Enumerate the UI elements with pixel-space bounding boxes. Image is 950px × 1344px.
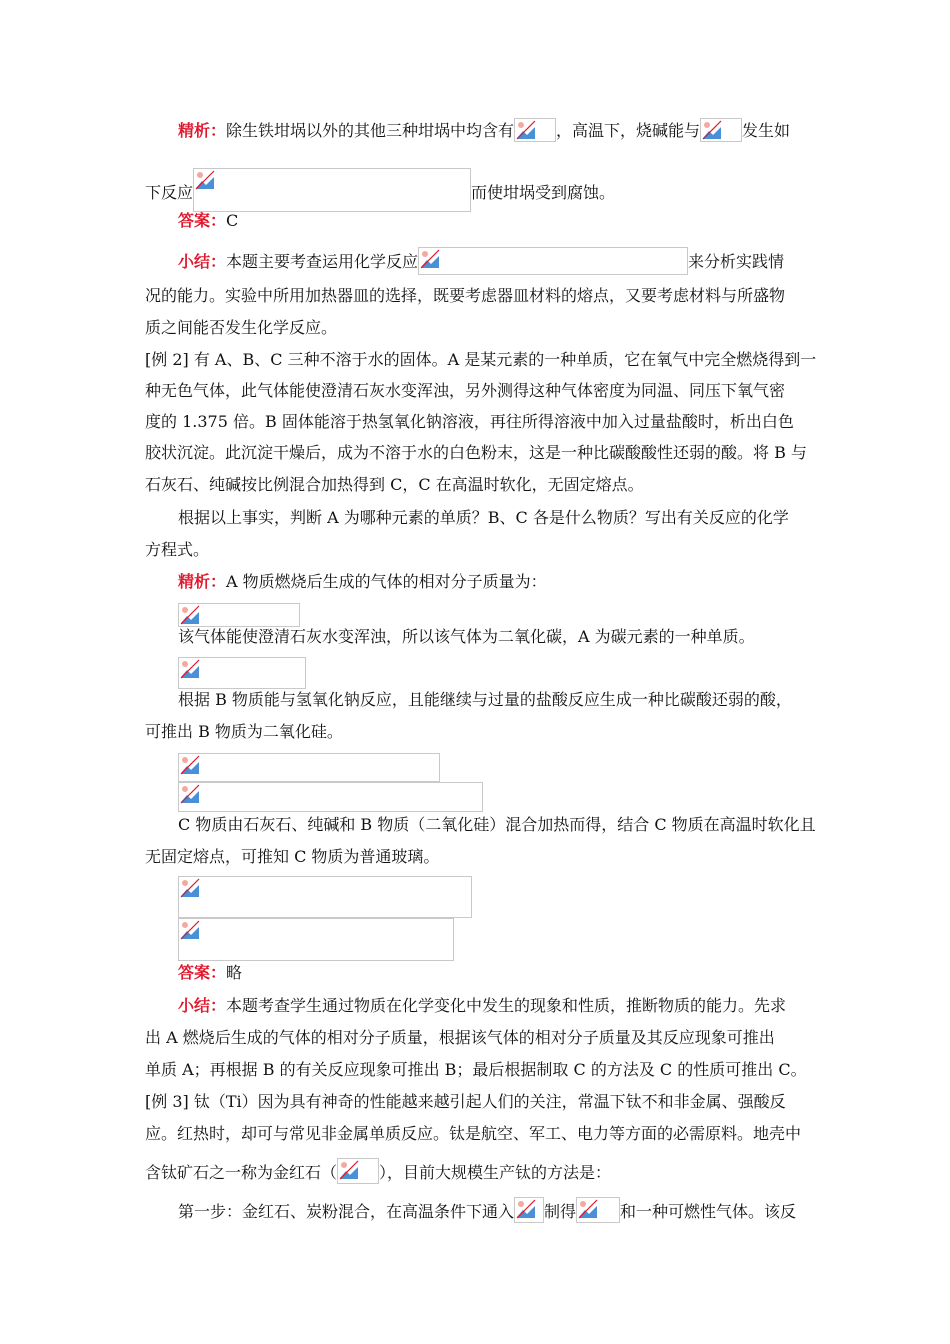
summary-line-2: 况的能力。实验中所用加热器皿的选择，既要考虑器皿材料的熔点，又要考虑材料与所盛物	[145, 286, 786, 305]
example2-line-3: 度的 1.375 倍。B 固体能溶于热氢氧化钠溶液，再往所得溶液中加入过量盐酸时，析出白色	[145, 412, 794, 431]
broken-image-icon	[700, 118, 742, 142]
analysis-label: 精析：	[178, 121, 227, 140]
broken-image-icon	[178, 918, 454, 961]
summary-line-3: 质之间能否发生化学反应。	[145, 318, 338, 337]
example2-question-2: 方程式。	[145, 540, 210, 559]
broken-image-icon	[178, 753, 440, 782]
analysis2-line-6: 无固定熔点，可推知 C 物质为普通玻璃。	[145, 847, 440, 866]
analysis2-line-2: 该气体能使澄清石灰水变浑浊，所以该气体为二氧化碳，A 为碳元素的一种单质。	[178, 627, 755, 646]
summary-label: 小结：	[178, 996, 227, 1015]
example2-line-1: [例 2] 有 A、B、C 三种不溶于水的固体。A 是某元素的一种单质，它在氧气中完全燃烧得到一	[145, 350, 817, 369]
analysis2-line-4: 可推出 B 物质为二氧化硅。	[145, 722, 343, 741]
example3-line-3: 含钛矿石之一称为金红石（ ），目前大规模生产钛的方法是：	[145, 1158, 611, 1184]
example2-question-1: 根据以上事实，判断 A 为哪种元素的单质？B、C 各是什么物质？写出有关反应的化学	[178, 508, 789, 527]
broken-image-icon	[514, 118, 556, 142]
broken-image-icon	[178, 603, 300, 627]
summary-line-1: 小结：本题主要考查运用化学反应 来分析实践情	[178, 247, 784, 275]
answer-line-2: 答案：略	[178, 963, 243, 982]
broken-image-icon	[178, 876, 472, 918]
summary2-line-3: 单质 A；再根据 B 的有关反应现象可推出 B；最后根据制取 C 的方法及 C 的性质可推出 C。	[145, 1060, 807, 1079]
analysis2-line-3: 根据 B 物质能与氢氧化钠反应，且能继续与过量的盐酸反应生成一种比碳酸还弱的酸，	[178, 690, 792, 709]
answer-label: 答案：	[178, 211, 227, 230]
broken-image-icon	[514, 1197, 544, 1223]
summary-label: 小结：	[178, 252, 227, 271]
analysis-line-1: 精析：除生铁坩埚以外的其他三种坩埚中均含有 ，高温下，烧碱能与 发生如	[178, 118, 790, 142]
example2-line-2: 种无色气体，此气体能使澄清石灰水变浑浊，另外测得这种气体密度为同温、同压下氧气密	[145, 381, 786, 400]
example2-line-5: 石灰石、纯碱按比例混合加热得到 C，C 在高温时软化，无固定熔点。	[145, 475, 644, 494]
example3-line-4: 第一步：金红石、炭粉混合，在高温条件下通入 制得 和一种可燃性气体。该反	[178, 1197, 796, 1223]
example2-line-4: 胶状沉淀。此沉淀干燥后，成为不溶于水的白色粉末，这是一种比碳酸酸性还弱的酸。将 B 与	[145, 443, 807, 462]
answer-line-1: 答案：C	[178, 211, 239, 230]
analysis-line-2: 下反应 而使坩埚受到腐蚀。	[145, 168, 615, 212]
summary2-line-1: 小结：本题考查学生通过物质在化学变化中发生的现象和性质，推断物质的能力。先求	[178, 996, 787, 1015]
analysis-label: 精析：	[178, 572, 227, 591]
example3-line-2: 应。红热时，却可与常见非金属单质反应。钛是航空、军工、电力等方面的必需原料。地壳中	[145, 1124, 802, 1143]
example3-line-1: [例 3] 钛（Ti）因为具有神奇的性能越来越引起人们的关注，常温下钛不和非金属、强酸反	[145, 1092, 786, 1111]
broken-image-icon	[178, 657, 306, 689]
broken-image-icon	[178, 782, 483, 812]
summary2-line-2: 出 A 燃烧后生成的气体的相对分子质量，根据该气体的相对分子质量及其反应现象可推出	[145, 1028, 775, 1047]
broken-image-icon	[418, 247, 688, 275]
broken-image-icon	[337, 1158, 379, 1184]
analysis2-line-5: C 物质由石灰石、纯碱和 B 物质（二氧化硅）混合加热而得，结合 C 物质在高温时软化且	[178, 815, 816, 834]
answer-label: 答案：	[178, 963, 227, 982]
broken-image-icon	[576, 1197, 620, 1223]
broken-image-icon	[193, 168, 471, 212]
analysis2-line-1: 精析：A 物质燃烧后生成的气体的相对分子质量为：	[178, 572, 547, 591]
